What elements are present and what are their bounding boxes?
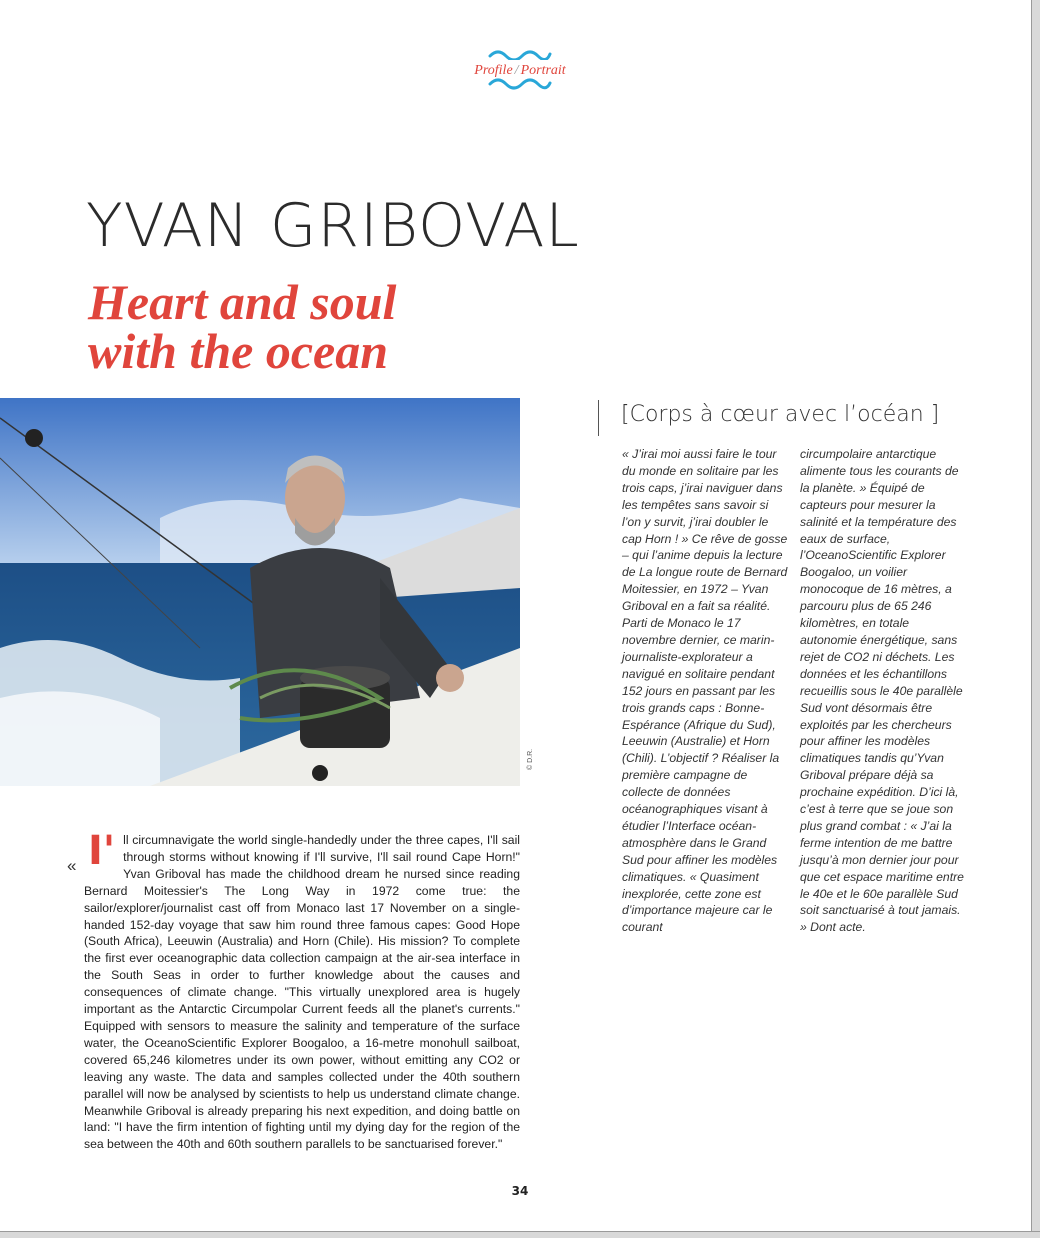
section-header	[440, 44, 600, 96]
french-column-left: « J’irai moi aussi faire le tour du monde en solitaire par les trois caps, j’irai naviguer dans les tempêtes sans savoir si l’on y survit, j’irai doubler le cap Horn ! » Ce rêve de gosse – qui l’anime depuis la lecture de La longue route de Bernard Moitessier, en 1972 – Yvan Griboval en a fait sa réalité. Parti de Monaco le 17 novembre dernier, ce marin-journaliste-explorateur a navigué en solitaire pendant 152 jours en passant par les trois grands caps : Bonne-Espérance (Afrique du Sud), Leeuwin (Australie) et Horn (Chili). L’objectif ? Réaliser la première campagne de collecte de données océanographiques visant à étudier l’Interface océan-atmosphère dans le Grand Sud pour affiner les modèles climatiques. « Quasiment inexplorée, cette zone est d’importance majeure car le courant	[622, 447, 788, 935]
sailor-photo	[0, 398, 520, 786]
subtitle-line-1: Heart and soul	[88, 274, 397, 330]
section-separator: /	[514, 63, 519, 78]
viewer-frame-right	[1031, 0, 1040, 1238]
section-label-en: Profile	[474, 63, 513, 78]
section-label	[440, 63, 600, 79]
english-text: ll circumnavigate the world single-handedly under the three capes, I'll sail through storms without knowing if I'll survive, I'll sail round Cape Horn!" Yvan Griboval has made the childhood dream he nursed since reading Bernard Moitessier's The Long Way in 1972 come true: the sailor/explorer/journalist cast off from Monaco last 17 November on a single-handed 152-day voyage that saw him round three famous capes: Good Hope (South Africa), Leeuwin (Australia) and Horn (Chile). His mission? To complete the first ever oceanographic data collection campaign at the air-sea interface in the South Seas in order to further knowledge about the causes and consequences of climate change. "This virtually unexplored area is hugely important as the Antarctic Circumpolar Current feeds all the planet's currents." Equipped with sensors to measure the salinity and temperature of the surface water, the OceanoScientific Explorer Boogaloo, a 16-metre monohull sailboat, covered 65,246 kilometres under its own power, without emitting any CO2 or leaving any waste. The data and samples collected under the 40th southern parallel will now be analysed by scientists to help us understand climate change. Meanwhile Griboval is already preparing his next expedition, and doing battle on land: "I have the firm intention of fighting until my dying day for the region of the sea between the 40th and 60th southern parallels to be sanctuarised forever."	[84, 833, 520, 1152]
drop-cap: I'	[88, 828, 116, 874]
french-title: [Corps à cœur avec l’océan ]	[598, 400, 939, 436]
section-label-fr: Portrait	[520, 63, 566, 78]
page-number: 34	[511, 1184, 529, 1198]
subtitle-line-2: with the ocean	[88, 323, 389, 379]
french-column-right: circumpolaire antarctique alimente tous les courants de la planète. » Équipé de capteurs pour mesurer la salinité et la température des eaux de surface, l’OceanoScientific Explorer Boogaloo, un voilier monocoque de 16 mètres, a parcouru plus de 65 246 kilomètres, en totale autonomie énergétique, sans rejet de CO2 ni déchets. Les données et les échantillons recueillis sous le 40e parallèle Sud vont désormais être exploités par les chercheurs pour affiner les modèles climatiques tandis qu’Yvan Griboval prépare déjà sa prochaine expédition. D’ici là, c’est à terre que se joue son plus grand combat : « J’ai la ferme intention de me battre jusqu’à mon dernier jour pour que cet espace maritime entre le 40e et le 60e parallèle Sud soit sanctuarisé à tout jamais. » Dont acte.	[800, 447, 964, 935]
viewer-frame-bottom	[0, 1231, 1040, 1238]
photo-credit: © D.R.	[527, 748, 534, 770]
wave-icon	[488, 78, 552, 90]
english-body	[84, 828, 520, 1153]
article-title: YVAN GRIBOVAL	[86, 191, 580, 261]
article-subtitle	[88, 274, 608, 379]
wave-icon	[488, 48, 552, 60]
open-quote: «	[67, 856, 77, 875]
